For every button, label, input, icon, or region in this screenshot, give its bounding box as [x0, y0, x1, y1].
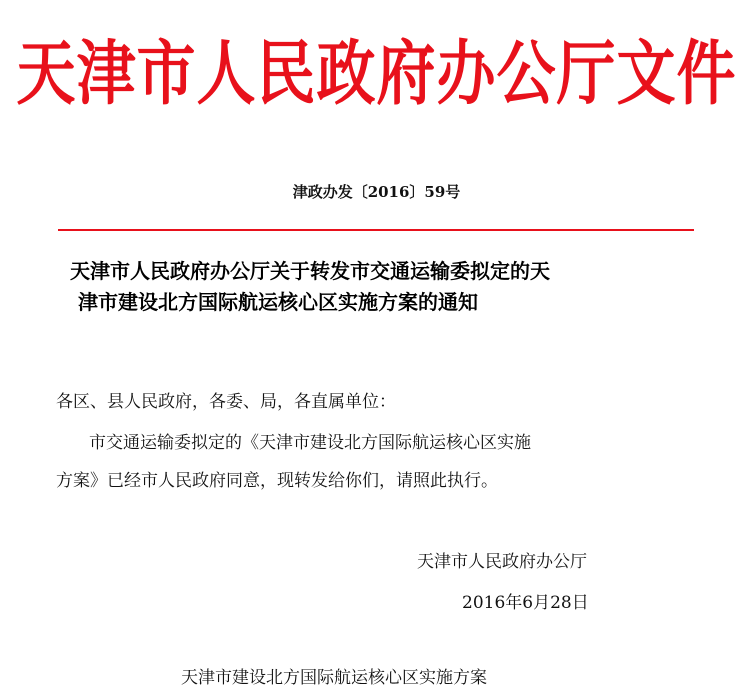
body-paragraph-line-2: 方案》已经市人民政府同意，现转发给你们，请照此执行。 [56, 471, 498, 491]
document-title-line-2: 津市建设北方国际航运核心区实施方案的通知 [78, 290, 478, 314]
issuer-signature: 天津市人民政府办公厅 [417, 552, 587, 572]
body-paragraph-line-1: 市交通运输委拟定的《天津市建设北方国际航运核心区实施 [89, 433, 531, 453]
document-title-line-1: 天津市人民政府办公厅关于转发市交通运输委拟定的天 [70, 259, 550, 283]
document-number: 津政办发〔2016〕59号 [292, 183, 461, 201]
issue-date: 2016年6月28日 [462, 593, 589, 613]
red-masthead: 天津市人民政府办公厅文件 [16, 32, 737, 115]
addressee-line: 各区、县人民政府，各委、局，各直属单位： [56, 392, 396, 412]
red-separator-line [58, 229, 694, 231]
document-title [70, 256, 710, 318]
attachment-title: 天津市建设北方国际航运核心区实施方案 [181, 668, 487, 688]
